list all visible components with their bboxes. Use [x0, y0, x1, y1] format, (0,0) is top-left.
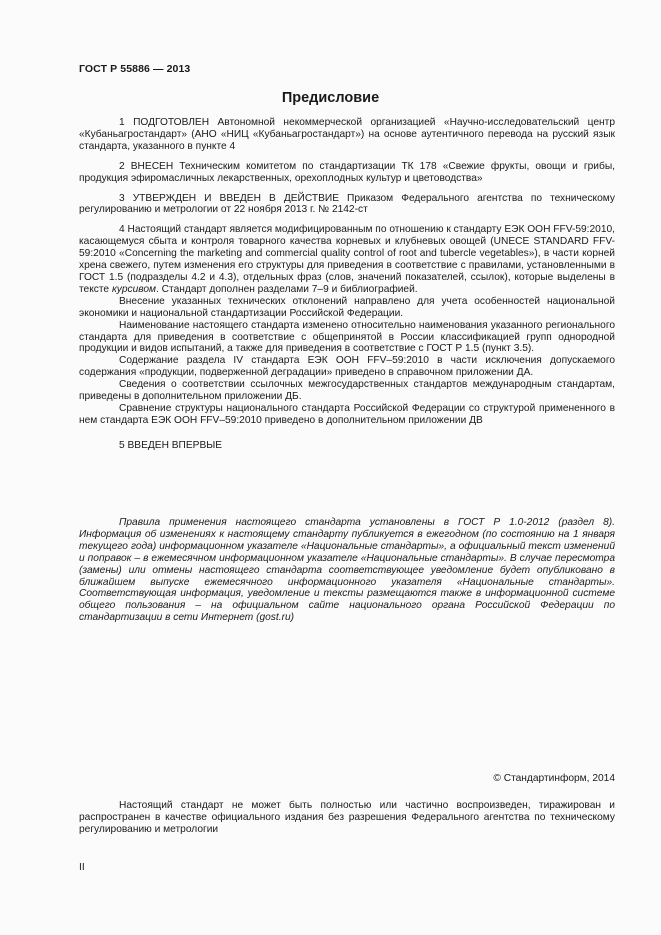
- foreword-body: [79, 117, 615, 452]
- paragraph-deviations: Внесение указанных технических отклонений направлено для учета особенностей национальной экономики и национальной стандартизации Российской Федерации.: [79, 295, 615, 319]
- italic-emphasis: курсивом: [111, 283, 157, 295]
- paragraph-name-change: Наименование настоящего стандарта изменено относительно наименования указанного регионального стандарта для приведения в соответствие с общепринятой в России классификацией групп однородной продукции и видов испытаний, а также для приведения в соответствие с ГОСТ Р 1.5 (пункт 3.5).: [79, 319, 615, 355]
- copyright-line: © Стандартинформ, 2014: [493, 773, 615, 784]
- paragraph-modified: [79, 224, 615, 295]
- paragraph-first-introduced: 5 ВВЕДЕН ВПЕРВЫЕ: [119, 439, 223, 451]
- page-title: Предисловие: [281, 90, 380, 106]
- paragraph-prepared: 1 ПОДГОТОВЛЕН Автономной некоммерческой организацией «Научно-исследовательский центр «Кубаньагростандарт» (АНО «НИЦ «Кубаньагростандарт») на основе аутентичного перевода на русский язык стандарта, указанного в пункте 4: [79, 117, 615, 152]
- document-header: ГОСТ Р 55886 — 2013: [79, 63, 191, 75]
- paragraph-section-iv: Содержание раздела IV стандарта ЕЭК ООН FFV–59:2010 в части исключения допускаемого содержания «продукции, подверженной деградации» приведено в справочном приложении ДА.: [79, 355, 615, 379]
- paragraph-references: Сведения о соответствии ссылочных межгосударственных стандартов международным стандартам, приведены в дополнительном приложении ДБ.: [79, 379, 615, 403]
- paragraph-modified-text: 4 Настоящий стандарт является модифицированным по отношению к стандарту ЕЭК ООН FFV-59:2010, касающемуся сбыта и контроля товарного качества корневых и клубневых овощей (UNECE STANDARD FFV-59:2010 «Concerning the marketing and commercial quality control of root and tubercle vegetables»), в части корней хрена свежего, путем изменения его структуры для приведения в соответствие с правилами, установленными в ГОСТ 1.5 (подразделы 4.2 и 4.3), отдельных фраз (слов, значений показателей, ссылок), которые выделены в тексте: [79, 224, 615, 295]
- paragraph-approved: 3 УТВЕРЖДЕН И ВВЕДЕН В ДЕЙСТВИЕ Приказом Федерального агентства по техническому регулированию и метрологии от 22 ноября 2013 г. № 2142-ст: [79, 192, 615, 216]
- paragraph-modified-tail: . Стандарт дополнен разделами 7–9 и библиографией.: [156, 283, 418, 295]
- paragraph-structure: Сравнение структуры национального стандарта Российской Федерации со структурой примененного в нем стандарта ЕЭК ООН FFV–59:2010 приведено в дополнительном приложении ДВ: [79, 402, 615, 426]
- paragraph-introduced: 2 ВНЕСЕН Техническим комитетом по стандартизации ТК 178 «Свежие фрукты, овощи и грибы, продукция эфиромасличных лекарственных, орехоплодных культур и цветоводства»: [79, 160, 615, 184]
- page-number: II: [79, 862, 85, 873]
- reproduction-rights: Настоящий стандарт не может быть полностью или частично воспроизведен, тиражирован и распространен в качестве официального издания без разрешения Федерального агентства по техническому регулированию и метрологии: [79, 800, 615, 835]
- application-rules-notice: Правила применения настоящего стандарта установлены в ГОСТ Р 1.0-2012 (раздел 8). Информация об изменениях к настоящему стандарту публикуется в ежегодном (по состоянию на 1 января текущего года) информационном указателе «Национальные стандарты», а официальный текст изменений и поправок – в ежемесячном информационном указателе «Национальные стандарты». В случае пересмотра (замены) или отмены настоящего стандарта соответствующее уведомление будет опубликовано в ближайшем выпуске ежемесячного информационного указателя «Национальные стандарты». Соответствующая информация, уведомление и тексты размещаются также в информационной системе общего пользования – на официальном сайте национального органа Российской Федерации по стандартизации в сети Интернет (gost.ru): [79, 517, 615, 624]
